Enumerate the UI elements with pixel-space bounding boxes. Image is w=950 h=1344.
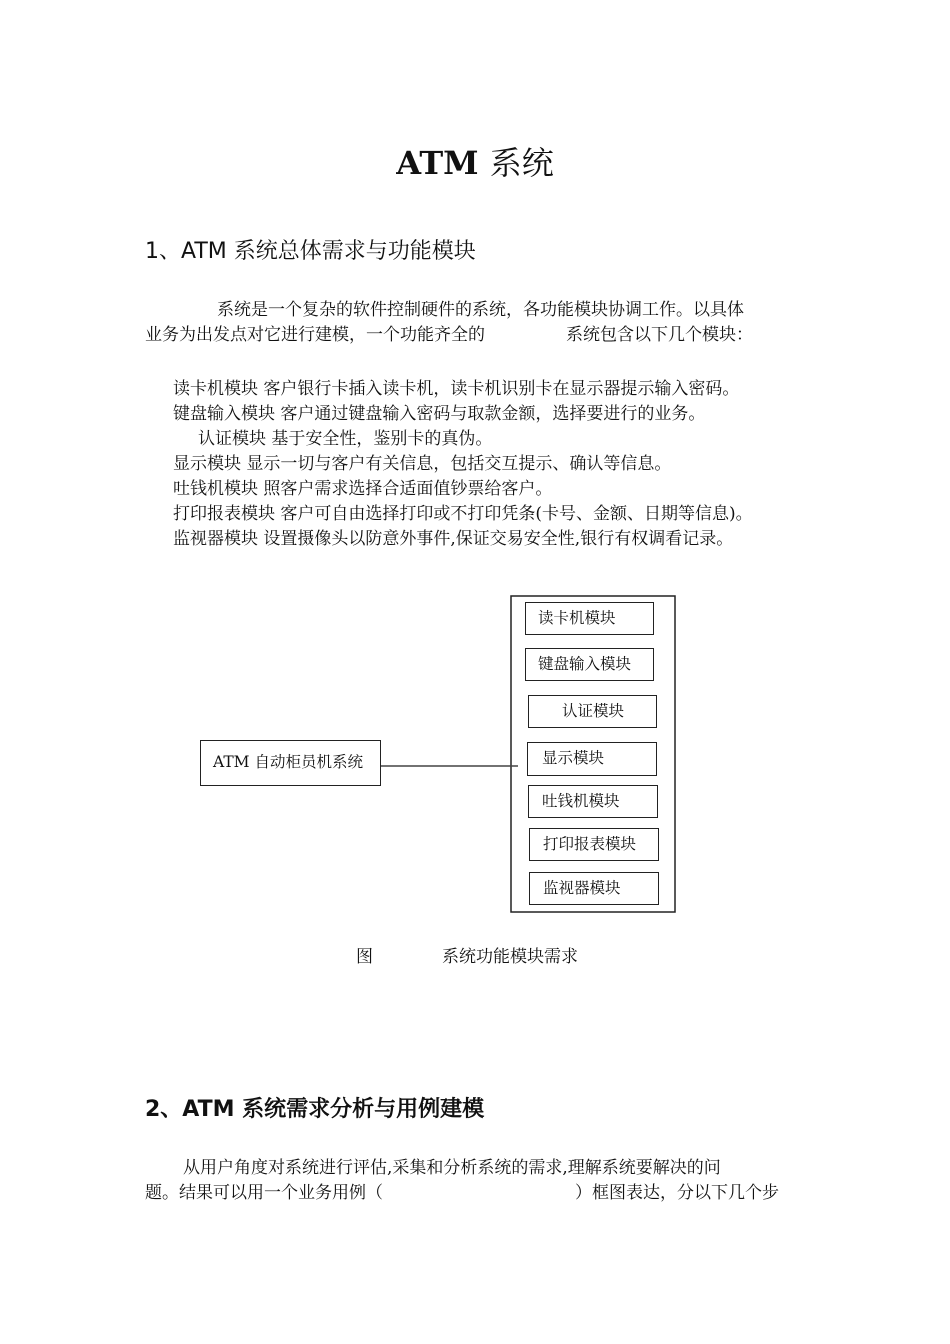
- module-line-printer: 打印报表模块 客户可自由选择打印或不打印凭条(卡号、金额、日期等信息)。: [173, 504, 753, 524]
- diagram-box-auth: [528, 695, 657, 728]
- diagram-box-display: [527, 742, 657, 776]
- title-cn: 系统: [489, 144, 554, 182]
- diagram-box-printer: [529, 828, 659, 861]
- section1-heading: 1、ATM 系统总体需求与功能模块: [145, 239, 476, 264]
- section2-para-line2a: 题。结果可以用一个业务用例（: [145, 1183, 383, 1203]
- module-line-card-reader: 读卡机模块 客户银行卡插入读卡机，读卡机识别卡在显示器提示输入密码。: [173, 379, 740, 399]
- diagram-label-auth: 认证模块: [562, 701, 625, 720]
- diagram-label-printer: 打印报表模块: [543, 834, 637, 853]
- module-line-auth: 认证模块 基于安全性，鉴别卡的真伪。: [198, 429, 493, 449]
- section1-para-line2b: 系统包含以下几个模块：: [566, 325, 753, 345]
- figure-caption-prefix: 图: [356, 947, 373, 967]
- module-line-dispenser: 吐钱机模块 照客户需求选择合适面值钞票给客户。: [173, 479, 553, 499]
- title-latin: ATM: [396, 144, 479, 182]
- page-title: [0, 138, 950, 184]
- diagram-label-display: 显示模块: [542, 749, 605, 768]
- module-line-keyboard: 键盘输入模块 客户通过键盘输入密码与取款金额，选择要进行的业务。: [173, 404, 706, 424]
- module-line-monitor: 监视器模块 设置摄像头以防意外事件,保证交易安全性,银行有权调看记录。: [173, 529, 734, 549]
- section1-para-line1: 系统是一个复杂的软件控制硬件的系统，各功能模块协调工作。以具体: [217, 300, 744, 320]
- diagram-label-dispenser: 吐钱机模块: [542, 791, 620, 810]
- section2-heading: 2、ATM 系统需求分析与用例建模: [145, 1097, 485, 1122]
- module-line-display: 显示模块 显示一切与客户有关信息，包括交互提示、确认等信息。: [173, 454, 672, 474]
- figure-caption-text: 系统功能模块需求: [442, 947, 578, 967]
- section2-para-line2b: ）框图表达，分以下几个步: [575, 1183, 779, 1203]
- diagram-label-keyboard: 键盘输入模块: [538, 654, 632, 673]
- diagram-label-card-reader: 读卡机模块: [538, 608, 616, 627]
- section1-para-line2a: 业务为出发点对它进行建模，一个功能齐全的: [145, 325, 485, 345]
- diagram-box-keyboard: [525, 648, 654, 681]
- diagram-label-monitor: 监视器模块: [543, 878, 621, 897]
- section2-para-line1: 从用户角度对系统进行评估,采集和分析系统的需求,理解系统要解决的问: [183, 1158, 721, 1178]
- diagram-box-card-reader: [525, 602, 654, 635]
- diagram-box-dispenser: [528, 785, 658, 818]
- diagram-box-monitor: [529, 872, 659, 905]
- diagram-root-label: ATM 自动柜员机系统: [213, 753, 363, 772]
- diagram-root-box: [200, 740, 381, 786]
